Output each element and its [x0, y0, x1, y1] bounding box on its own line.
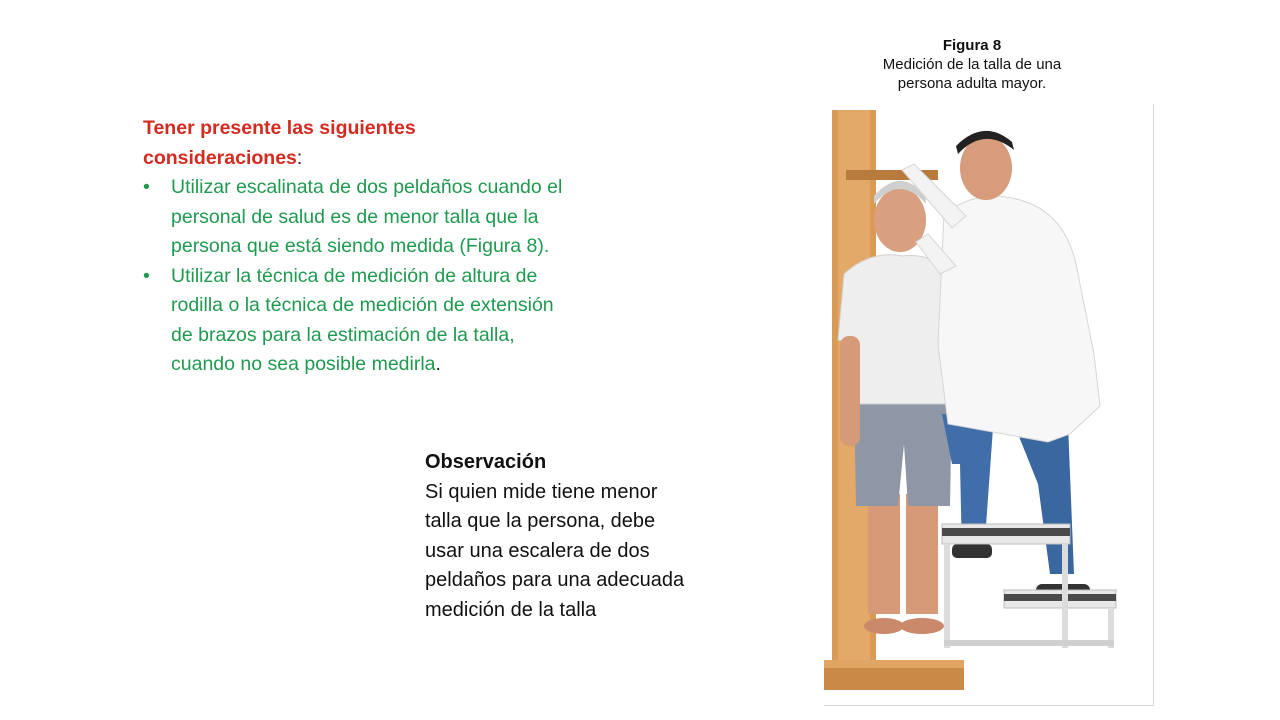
item-1-line-3: persona que está siendo medida (Figura 8). — [171, 235, 550, 257]
figure-caption — [840, 36, 1104, 93]
observation-line-3: usar una escalera de dos — [425, 539, 650, 562]
bullet-icon: • — [143, 176, 150, 198]
considerations-heading — [143, 114, 683, 173]
heading-line-2: consideraciones — [143, 146, 297, 169]
photo-frame-bottom — [824, 705, 1154, 706]
observation-title: Observación — [425, 451, 547, 473]
bullet-icon: • — [143, 264, 150, 287]
final-period: . — [435, 353, 441, 375]
item-2-line-3: de brazos para la estimación de la talla, — [171, 323, 515, 346]
heading-colon: : — [296, 146, 303, 169]
photo-frame-right — [1153, 104, 1154, 706]
item-2-line-1: Utilizar la técnica de medición de altura de — [171, 264, 538, 287]
considerations-list — [143, 173, 683, 380]
heading-line-1: Tener presente las siguientes — [143, 117, 416, 139]
stadiometer-scene-image — [824, 104, 1154, 706]
considerations-section — [143, 114, 683, 380]
observation-line-2: talla que la persona, debe — [425, 510, 656, 532]
item-1-line-2: personal de salud es de menor talla que la — [171, 205, 539, 228]
list-item — [143, 262, 683, 380]
observation-line-4: peldaños para una adecuada — [425, 569, 685, 591]
item-2-line-2: rodilla o la técnica de medición de extensión — [171, 294, 554, 316]
figure-caption-line-2: persona adulta mayor. — [897, 75, 1047, 92]
observation-line-1: Si quien mide tiene menor — [425, 480, 658, 503]
observation-line-5: medición de la talla — [425, 598, 597, 621]
measurement-illustration — [824, 104, 1154, 706]
item-2-line-4: cuando no sea posible medirla — [171, 353, 436, 375]
figure-number: Figura 8 — [942, 37, 1002, 54]
observation-section — [425, 448, 745, 625]
figure-caption-line-1: Medición de la talla de una — [882, 56, 1062, 73]
list-item — [143, 173, 683, 262]
item-1-line-1: Utilizar escalinata de dos peldaños cuando el — [171, 176, 563, 198]
